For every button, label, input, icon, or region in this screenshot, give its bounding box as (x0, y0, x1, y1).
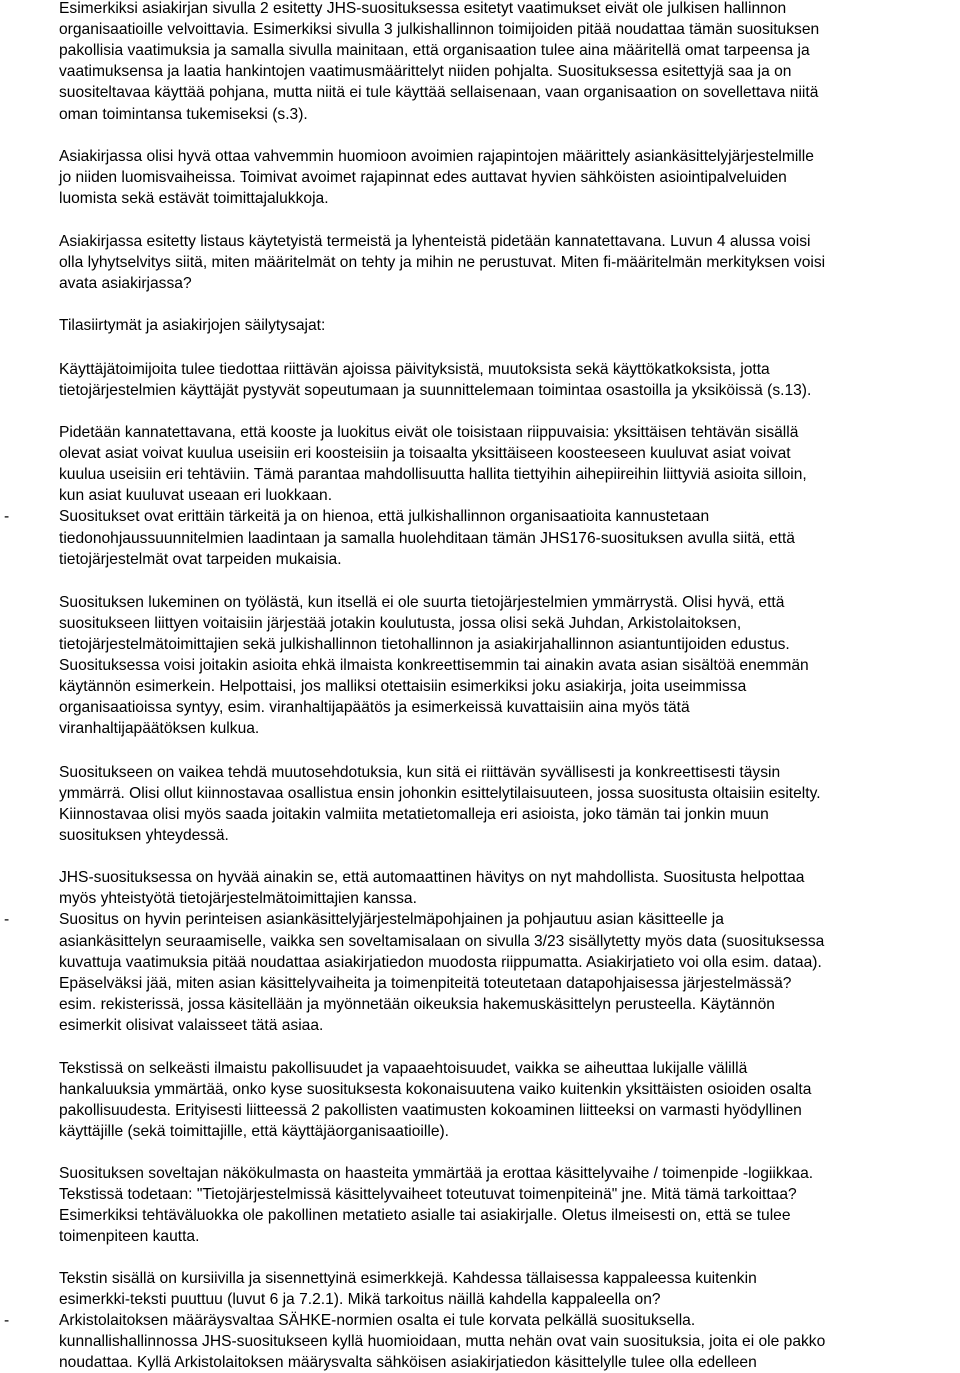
text-line: olla lyhytselvitys siitä, miten määritelmät on tehty ja mihin ne perustuvat. Miten fi-määritelmän merkityksen voisi (59, 254, 826, 271)
text-line: tiedonohjaussuunnitelmien laadintaan ja samalla huolehditaan tämän JHS176-suosituksen avulla siitä, että (59, 530, 795, 547)
text-line: pakollisuudesta. Erityisesti liitteessä 2 pakollisten vaatimusten kokoaminen liitteeksi on varmasti hyödyllinen (59, 1102, 802, 1119)
text-line: tietojärjestelmien käyttäjät pystyvät sopeutumaan ja suunnittelemaan toimintaa osastoilla ja yksiköissä (s.13). (59, 382, 812, 399)
text-line: käyttäjille (sekä toimittajille, että käyttäjäorganisaatioille). (59, 1123, 450, 1140)
text-line: suosituksen yhteydessä. (59, 827, 229, 844)
text-line: Tekstissä on selkeästi ilmaistu pakollisuudet ja vapaaehtoisuudet, vaikka se aiheuttaa lukijalle välillä (59, 1060, 748, 1077)
text-line: kuvattuja vaatimuksia pitää noudattaa asiakirjatiedon muodosta riippumatta. Asiakirjatieto voi olla esim. dataa). (59, 954, 822, 971)
text-line: myös yhteistyötä tietojärjestelmätoimittajien kanssa. (59, 890, 417, 907)
text-line: Suosituksen lukeminen on työlästä, kun itsellä ei ole suurta tietojärjestelmien ymmärrystä. Olisi hyvä, että (59, 594, 785, 611)
text-line: ymmärrä. Olisi ollut kiinnostavaa osallistua ensin johonkin esittelytilaisuuteen, jossa suositusta oltaisiin esitelty. (59, 785, 821, 802)
text-line: Esimerkiksi asiakirjan sivulla 2 esitetty JHS-suosituksessa esitetyt vaatimukset eivät ole julkisen hallinnon (59, 0, 787, 17)
section-heading: Tilasiirtymät ja asiakirjojen säilytysajat: (59, 317, 326, 334)
list-dash-marker: - (4, 911, 10, 928)
text-line: Suositukseen on vaikea tehdä muutosehdotuksia, kun sitä ei riittävän syvällisesti ja konkreettisesti täysin (59, 764, 781, 781)
text-line: kuulua useisiin eri tehtäviin. Tämä parantaa mahdollisuutta hallita tiettyihin aihepiireihin liittyviä asioita silloin, (59, 466, 807, 483)
text-line: Suosituksessa voisi joitakin asioita ehkä ilmaista konkreettisemmin tai ainakin avata asian sisältöä enemmän (59, 657, 809, 674)
text-line: Pidetään kannatettavana, että kooste ja luokitus eivät ole toisistaan riippuvaisia: yksittäisen tehtävän sisällä (59, 424, 799, 441)
text-line: Arkistolaitoksen määräysvaltaa SÄHKE-normien osalta ei tule korvata pelkällä suosituksella. (59, 1312, 696, 1329)
text-line: olevat asiat voivat kuulua useisiin eri koosteisiin ja toisaalta yksittäiseen koosteeseen kuuluvat asiat voivat (59, 445, 791, 462)
text-line: hankaluuksia ymmärtää, onko kyse suosituksesta kokonaisuutena vaiko kuitenkin yksittäisten osioiden osalta (59, 1081, 812, 1098)
text-line: Suositukset ovat erittäin tärkeitä ja on hienoa, että julkishallinnon organisaatioita kannustetaan (59, 508, 710, 525)
text-line: tietojärjestelmät ovat tarpeiden mukaisia. (59, 551, 342, 568)
text-line: noudattaa. Kyllä Arkistolaitoksen määrysvalta sähköisen asiakirjatiedon käsittelylle tulee olla edelleen (59, 1354, 757, 1371)
text-line: Kiinnostavaa olisi myös saada joitakin valmiita metatietomalleja eri asioista, joko tämän tai jonkin muun (59, 806, 769, 823)
text-line: organisaatioissa syntyy, esim. viranhaltijapäätös ja esimerkeissä kuvattaisiin aina myös tätä (59, 699, 690, 716)
text-line: Epäselväksi jää, miten asian käsittelyvaiheita ja toimenpiteitä toteutetaan datapohjaisessa järjestelmässä? (59, 975, 792, 992)
text-line: organisaatioille velvoittavia. Esimerkiksi sivulla 3 julkishallinnon toimijoiden pitää noudattaa tämän suosituksen (59, 21, 820, 38)
text-line: suositeltavaa käyttää pohjana, mutta niitä ei tule käyttää sellaisenaan, vaan organisaation on sovellettava niitä (59, 84, 819, 101)
text-line: pakollisia vaatimuksia ja samalla sivulla mainitaan, että organisaation tulee aina määritellä omat tarpeensa ja (59, 42, 810, 59)
text-line: Suosituksen soveltajan näkökulmasta on haasteita ymmärtää ja erottaa käsittelyvaihe / toimenpide -logiikkaa. (59, 1165, 814, 1182)
text-line: asiankäsittelyn seuraamiselle, vaikka sen soveltamisalaan on sivulla 3/23 sisällytetty myös data (suosituksessa (59, 933, 825, 950)
text-line: tietojärjestelmätoimittajien sekä julkishallinnon tietohallinnon ja asiakirjahallinnon asiantuntijoiden edustus. (59, 636, 790, 653)
text-line: esimerkki-teksti puuttuu (luvut 6 ja 7.2.1). Mikä tarkoitus näillä kahdella kappaleella on? (59, 1291, 661, 1308)
text-line: käytännön esimerkein. Helpottaisi, jos malliksi otettaisiin esimerkiksi joku asiakirja, joita useimmissa (59, 678, 747, 695)
text-line: kunnallishallinnossa JHS-suositukseen kyllä huomioidaan, mutta nehän ovat vain suosituksia, joita ei ole pakko (59, 1333, 826, 1350)
text-line: jo niiden luomisvaiheissa. Toimivat avoimet rajapinnat edes auttavat hyvien sähköisten asiointipalveluiden (59, 169, 787, 186)
text-line: Käyttäjätoimijoita tulee tiedottaa riittävän ajoissa päivityksistä, muutoksista sekä käyttökatkoksista, jotta (59, 361, 770, 378)
text-line: Suositus on hyvin perinteisen asiankäsittelyjärjestelmäpohjainen ja pohjautuu asian käsitteelle ja (59, 911, 724, 928)
text-line: Asiakirjassa olisi hyvä ottaa vahvemmin huomioon avoimien rajapintojen määrittely asiankäsittelyjärjestelmille (59, 148, 814, 165)
text-line: luomista sekä estävät toimittajalukkoja. (59, 190, 329, 207)
list-dash-marker: - (4, 1312, 10, 1329)
text-line: avata asiakirjassa? (59, 275, 192, 292)
text-line: esim. rekisterissä, jossa käsitellään ja myönnetään oikeuksia hakemuskäsittelyn perusteella. Käytännön (59, 996, 775, 1013)
list-dash-marker: - (4, 508, 10, 525)
text-line: esimerkit olisivat valaisseet tätä asiaa. (59, 1017, 324, 1034)
text-line: Tekstin sisällä on kursiivilla ja sisennettyinä esimerkkejä. Kahdessa tällaisessa kappaleessa kuitenkin (59, 1270, 757, 1287)
text-line: kun asiat kuuluvat useaan eri luokkaan. (59, 487, 333, 504)
text-line: Asiakirjassa esitetty listaus käytetyistä termeistä ja lyhenteistä pidetään kannatettavana. Luvun 4 alussa voisi (59, 233, 811, 250)
text-line: suositukseen liittyen voitaisiin järjestää jotakin koulutusta, jossa olisi sekä Juhdan, Arkistolaitoksen, (59, 615, 742, 632)
text-line: viranhaltijapäätöksen kulkua. (59, 720, 260, 737)
text-line: Tekstissä todetaan: "Tietojärjestelmissä käsittelyvaiheet toteutuvat toimenpiteinä" jne. Mitä tämä tarkoittaa? (59, 1186, 797, 1203)
text-line: oman toimintansa tukemiseksi (s.3). (59, 106, 308, 123)
text-line: vaatimuksensa ja laatia hankintojen vaatimusmäärittelyt niiden pohjalta. Suosituksessa esitettyjä saa ja on (59, 63, 792, 80)
text-line: Esimerkiksi tehtäväluokka ole pakollinen metatieto asialle tai asiakirjalle. Oletus ilmeisesti on, että se tulee (59, 1207, 791, 1224)
text-line: toimenpiteen kautta. (59, 1228, 200, 1245)
text-line: JHS-suosituksessa on hyvää ainakin se, että automaattinen hävitys on nyt mahdollista. Suositusta helpottaa (59, 869, 805, 886)
